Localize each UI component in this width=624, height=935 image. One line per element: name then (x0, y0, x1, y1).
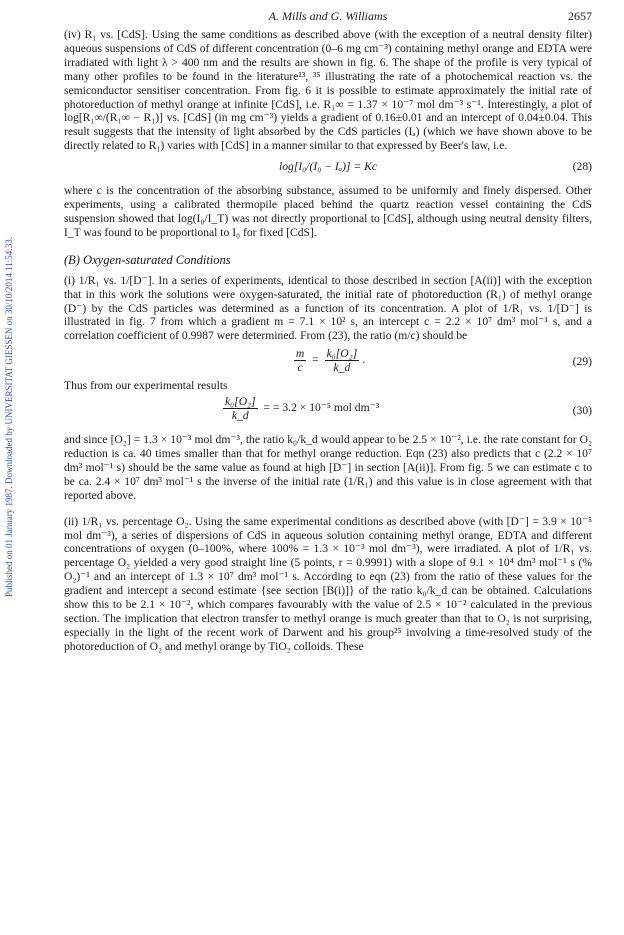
equation-30-lhs-den: k_d (231, 409, 249, 423)
equation-28-number: (28) (572, 160, 592, 174)
equation-29-rhs-den: k_d (333, 361, 351, 375)
equation-30-lhs (223, 395, 258, 422)
paragraph-b-i: (i) 1/R₁ vs. 1/[D⁻]. In a series of experiments, identical to those described in section [A(ii)] with the exception that in this work the solutions were oxygen-saturated, the initial rate of photoreduction (R₁) of methyl orange (D⁻) by the CdS particles was determined as a function of its concentration. A plot of 1/R₁ vs. 1/[D⁻] is illustrated in fig. 7 from which a gradient m = 7.1 × 10² s, an intercept c = 2.2 × 10⁷ dm³ mol⁻¹ s, and a correlation coefficient of 0.9987 were determined. From (23), the ratio (m/c) should be (64, 273, 592, 343)
page-number: 2657 (568, 9, 592, 23)
equation-30 (64, 395, 592, 427)
paragraph-after-30: and since [O₂] = 1.3 × 10⁻³ mol dm⁻³, the ratio k₀/k_d would appear to be 2.5 × 10⁻², i.e. the rate constant for O₂ reduction is ca. 40 times smaller than that for methyl orange reduction. Eqn (23) also predicts that c (2.2 × 10⁷ dm³ mol⁻¹ s) should be the same value as found at high [D⁻] in section [A(ii)]. From fig. 5 we can estimate c to be ca. 2.4 × 10⁷ dm³ mol⁻¹ s the inverse of the initial rate (1/R₁) and this value is in close agreement with that reported above. (64, 433, 592, 502)
equation-29-expression (64, 347, 592, 374)
article-body (64, 28, 592, 654)
equation-29-number: (29) (572, 355, 592, 369)
section-heading-b (64, 254, 592, 268)
equation-30-rhs: = = 3.2 × 10⁻⁵ mol dm⁻³ (263, 401, 380, 415)
thus-text: Thus from our experimental results (64, 379, 228, 393)
equation-29-lhs-den: c (297, 361, 303, 375)
equation-29-lhs-num: m (295, 347, 305, 361)
paragraph-b-ii: (ii) 1/R₁ vs. percentage O₂. Using the same experimental conditions as described above (with [D⁻] = 3.9 × 10⁻⁵ mol dm⁻³), a series of dispersions of CdS in aqueous solution containing methyl orange, EDTA and different concentrations of oxygen (0–100%, where 100% = 1.3 × 10⁻³ mol dm⁻³), were irradiated. A plot of 1/R₁ vs. percentage O₂ yielded a very good straight line (5 points, r = 0.9991) with a slope of 9.1 × 10⁴ dm³ mol⁻¹ s (% O₂)⁻¹ and an intercept of 1.3 × 10⁷ dm³ mol⁻¹ s. According to eqn (23) from the ratio of these values for the gradient and intercept a second estimate {see section [B(i)]} of the ratio k₀/k_d can be obtained. Calculations show this to be 2.1 × 10⁻², which compares favourably with the value of 2.5 × 10⁻² calculated in the previous section. The implication that electron transfer to methyl orange is much greater than that to O₂ is not surprising, especially in the light of the recent work of Darwent and his group²⁵ involving a time-resolved study of the photoreduction of O₂ and methyl orange by TiO₂ colloids. These (64, 514, 592, 653)
equation-29-tail: . (362, 353, 366, 367)
equation-29-equals: = (312, 353, 319, 367)
paragraph-iv: (iv) R₁ vs. [CdS]. Using the same conditions as described above (with the exception of a neutral density filter) aqueous suspensions of CdS of different concentration (0–6 mg cm⁻³) containing methyl orange and EDTA were irradiated with light λ > 400 nm and the results are shown in fig. 6. The shape of the profile is very typical of many other profiles to be found in the literature¹³, ³⁵ illustrating the rate of a photochemical reaction vs. the semiconductor sensitiser concentration. From fig. 6 it is possible to estimate approximately the initial rate of photoreduction of methyl orange at infinite [CdS], i.e. R₁∞ = 1.37 × 10⁻⁷ mol dm⁻³ s⁻¹. Interestingly, a plot of log[R₁∞/(R₁∞ − R₁)] vs. [CdS] (in mg cm⁻³) yields a gradient of 0.16±0.01 and an intercept of 0.04±0.04. This result suggests that the intensity of light absorbed by the CdS particles (Iₐ) (which we have shown above to be directly related to R₁) varies with [CdS] in a manner similar to that expressed by Beer's law, i.e. (64, 28, 592, 153)
equation-30-lhs-num: k₀[O₂] (225, 395, 256, 409)
equation-29-lhs (294, 347, 306, 374)
running-header-authors: A. Mills and G. Williams (268, 9, 388, 23)
running-header (64, 10, 592, 28)
equation-28 (64, 157, 592, 179)
download-stamp: Published on 01 January 1987. Downloaded by UNIVERSITAT GIESSEN on 30/10/2014 11:54:33. (4, 236, 15, 597)
equation-29-rhs (325, 347, 360, 374)
section-heading-b-text: (B) Oxygen-saturated Conditions (64, 252, 231, 267)
equation-29-rhs-num: k₀[O₂] (326, 347, 358, 361)
equation-28-expression: log[I₀/(I₀ − Iₐ)] = Kc (279, 160, 377, 174)
equation-30-expression (220, 395, 379, 422)
equation-29 (64, 347, 592, 377)
paragraph-after-28: where c is the concentration of the absorbing substance, assumed to be uniformly and finely dispersed. Other experiments, using a calibrated thermopile placed behind the quartz reaction vessel containing the CdS suspension showed that log(I₀/I_T) was not directly proportional to [CdS], although using neutral density filters, I_T was found to be proportional to I₀ for fixed [CdS]. (64, 184, 592, 239)
equation-30-number: (30) (572, 404, 592, 418)
